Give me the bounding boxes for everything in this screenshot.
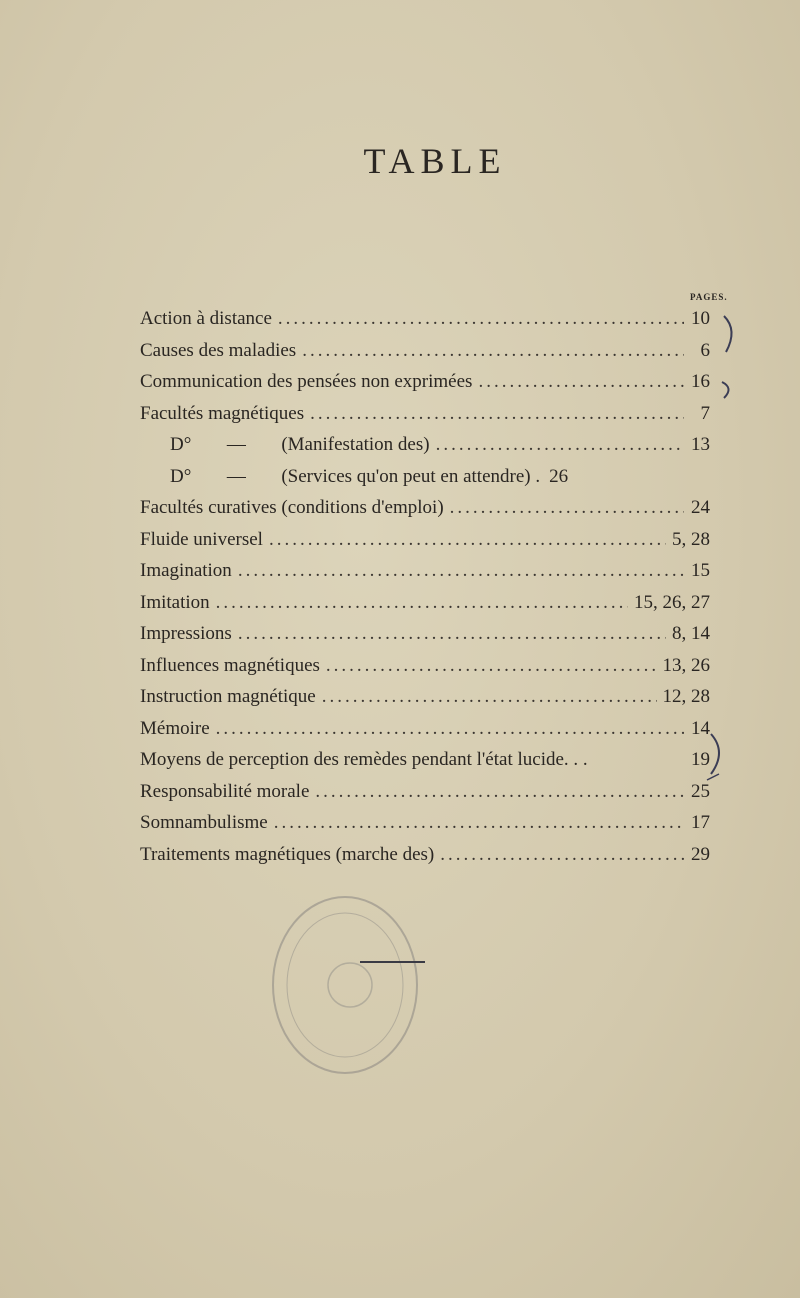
toc-entry-pages: 17 <box>691 812 710 833</box>
dot-leader <box>310 403 684 425</box>
toc-entry-ditto <box>140 466 710 498</box>
toc-entry-label: Somnambulisme <box>140 812 268 833</box>
toc-entry-pages: 7 <box>700 402 710 424</box>
toc-entry-label: Action à distance <box>140 308 272 329</box>
dot-leader <box>278 308 684 330</box>
toc-subentry-label: (Services qu'on peut en attendre) . <box>281 465 541 487</box>
toc-entry-label: Communication des pensées non exprimées <box>140 371 473 392</box>
toc-entry-pages: 26 <box>549 465 569 487</box>
dot-leader <box>478 371 684 393</box>
toc-entry-label: Imitation <box>140 591 210 613</box>
dot-leader <box>238 560 684 582</box>
dot-leader <box>269 529 666 551</box>
dot-leader <box>302 340 684 362</box>
toc-entry-pages: 15 <box>691 560 710 581</box>
dot-leader <box>216 592 628 614</box>
toc-entry <box>140 623 710 655</box>
library-stamp-seal <box>265 890 425 1080</box>
ditto-dash: — <box>226 465 246 487</box>
toc-entry <box>140 749 710 781</box>
toc-entry <box>140 686 710 718</box>
toc-entry-label: Imagination <box>140 560 232 581</box>
toc-entry-pages: 15, 26, 27 <box>634 591 710 613</box>
dot-leader <box>322 686 657 708</box>
toc-entry-pages: 19 <box>691 749 710 770</box>
dot-leader <box>436 434 684 456</box>
toc-entry-label: Causes des maladies <box>140 339 297 361</box>
toc-entry <box>140 340 710 372</box>
toc-entry-pages: 13, 26 <box>662 654 710 676</box>
toc-entry <box>140 308 710 340</box>
toc-entry-ditto <box>140 434 710 466</box>
dot-leader <box>440 844 684 866</box>
toc-entry-pages: 25 <box>691 780 710 802</box>
toc-entry-label: Impressions <box>140 623 232 644</box>
toc-subentry-label: (Manifestation des) <box>281 434 430 455</box>
toc-entry-pages: 29 <box>691 843 710 865</box>
handwritten-bracket-mark <box>718 312 748 402</box>
table-of-contents <box>140 308 710 875</box>
toc-entry <box>140 592 710 624</box>
toc-entry-pages: 16 <box>691 371 710 392</box>
toc-entry <box>140 497 710 529</box>
handwritten-bracket-mark <box>705 730 735 800</box>
toc-entry-pages: 12, 28 <box>662 686 710 707</box>
toc-entry-label: Facultés magnétiques <box>140 402 305 424</box>
toc-entry-label: Responsabilité morale <box>140 780 310 802</box>
toc-entry <box>140 844 710 876</box>
dot-leader <box>216 718 684 740</box>
toc-entry <box>140 781 710 813</box>
toc-entry-pages: 5, 28 <box>672 528 710 550</box>
toc-entry <box>140 718 710 750</box>
pages-column-header: PAGES. <box>690 292 728 302</box>
dot-leader <box>326 655 657 677</box>
toc-entry-label: Facultés curatives (conditions d'emploi) <box>140 497 444 518</box>
toc-entry <box>140 812 710 844</box>
toc-entry-label: Traitements magnétiques (marche des) <box>140 843 435 865</box>
toc-entry <box>140 655 710 687</box>
toc-entry <box>140 529 710 561</box>
toc-entry-label: Fluide universel <box>140 528 263 550</box>
dot-leader <box>274 812 684 834</box>
toc-entry-pages: 14 <box>691 717 710 739</box>
toc-entry-label: Mémoire <box>140 717 210 739</box>
toc-entry-label: Influences magnétiques <box>140 654 320 676</box>
toc-entry-label: Instruction magnétique <box>140 686 316 707</box>
toc-entry <box>140 560 710 592</box>
toc-entry-pages: 10 <box>691 308 710 329</box>
toc-entry-pages: 6 <box>700 339 710 361</box>
toc-entry-pages: 24 <box>691 497 710 518</box>
toc-entry <box>140 403 710 435</box>
dot-leader <box>238 623 666 645</box>
toc-entry-pages: 13 <box>691 434 710 455</box>
dot-leader <box>450 497 684 519</box>
toc-entry <box>140 371 710 403</box>
ditto-mark: D° <box>170 465 192 487</box>
ditto-mark: D° <box>170 434 192 455</box>
dot-leader <box>315 781 684 803</box>
toc-entry-pages: 8, 14 <box>672 623 710 644</box>
ditto-dash: — <box>226 434 246 455</box>
toc-entry-label: Moyens de perception des remèdes pendant l'état lucide. . . <box>140 749 588 770</box>
page-title: TABLE <box>363 141 507 181</box>
